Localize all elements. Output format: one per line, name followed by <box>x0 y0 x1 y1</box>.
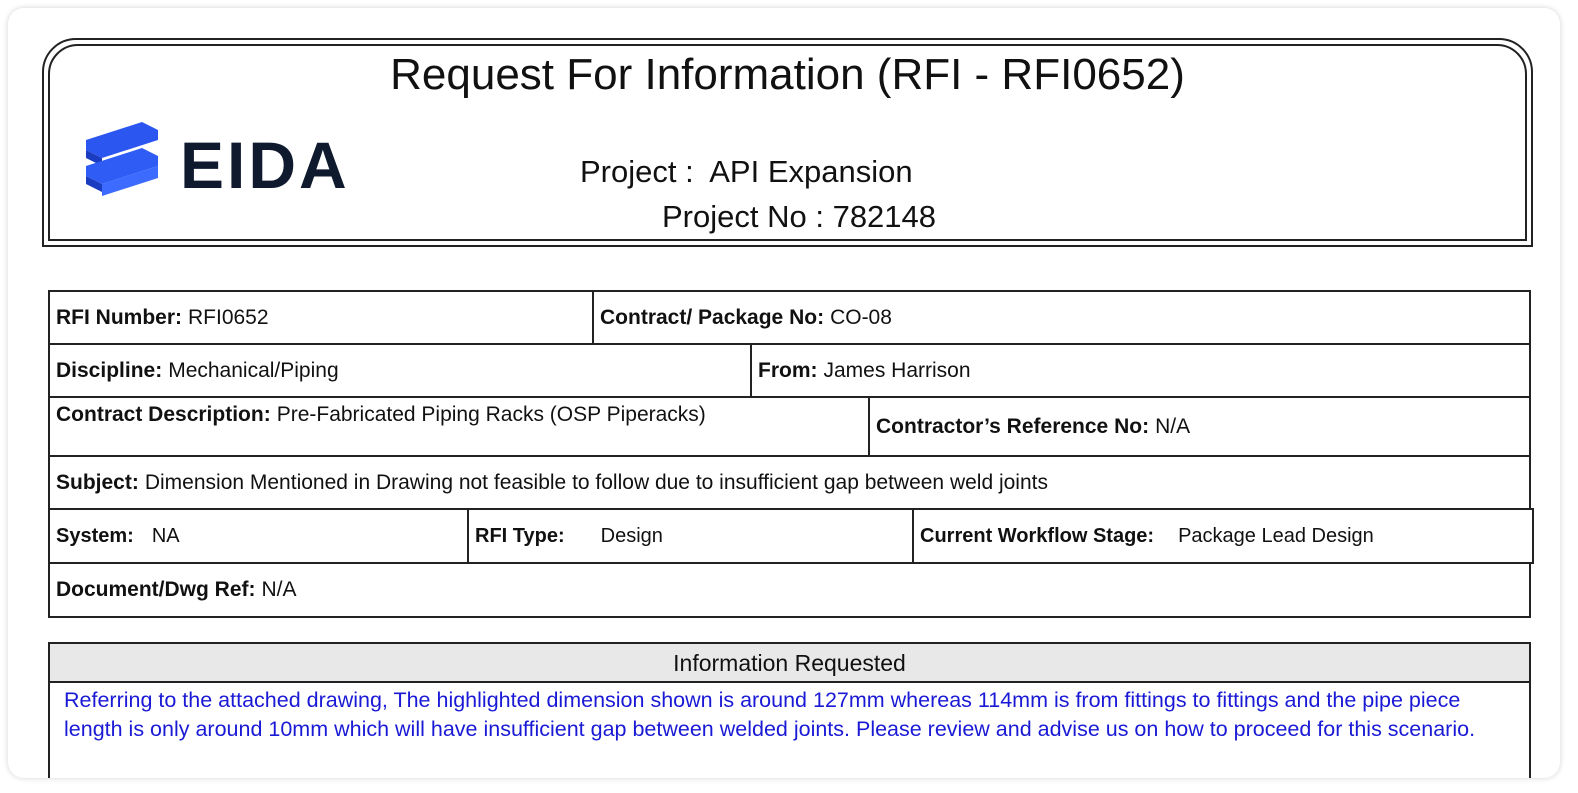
eida-logo <box>82 122 427 202</box>
project-no-line <box>662 199 936 235</box>
logo-text: EIDA <box>180 128 350 202</box>
discipline-label: Discipline: <box>56 358 163 382</box>
workflow-stage-value: Package Lead Design <box>1178 524 1374 547</box>
contract-package-label: Contract/ Package No: <box>600 305 825 329</box>
project-line <box>580 154 913 190</box>
system-cell <box>48 508 469 564</box>
header-inner-border <box>48 44 1527 241</box>
system-label: System: <box>56 524 134 547</box>
rfi-number-label: RFI Number: <box>56 305 182 329</box>
header-box <box>42 38 1533 247</box>
from-cell <box>750 343 1531 398</box>
eida-logo-icon <box>82 122 162 202</box>
from-value: James Harrison <box>823 358 971 382</box>
project-label: Project : <box>580 154 694 189</box>
rfi-number-cell <box>48 290 594 345</box>
from-label: From: <box>758 358 818 382</box>
rfi-type-value: Design <box>600 524 663 547</box>
contract-description-cell <box>48 396 870 457</box>
information-requested-section <box>48 642 1531 778</box>
document-page <box>8 8 1560 778</box>
project-no-value: 782148 <box>832 199 937 234</box>
document-ref-label: Document/Dwg Ref: <box>56 578 256 601</box>
page-title: Request For Information (RFI - RFI0652) <box>390 50 1185 99</box>
system-value: NA <box>151 524 180 547</box>
contractor-reference-cell <box>868 396 1531 457</box>
rfi-type-label: RFI Type: <box>475 524 565 547</box>
rfi-type-cell <box>467 508 914 564</box>
contractor-reference-value: N/A <box>1155 414 1191 438</box>
contractor-reference-label: Contractor’s Reference No: <box>876 414 1150 438</box>
rfi-number-value: RFI0652 <box>188 305 269 329</box>
subject-value: Dimension Mentioned in Drawing not feasible to follow due to insufficient gap between weld joints <box>144 470 1048 494</box>
information-requested-heading: Information Requested <box>50 644 1529 683</box>
document-ref-cell <box>48 562 1531 618</box>
contract-description-label: Contract Description: <box>56 403 271 426</box>
information-requested-text: Referring to the attached drawing, The highlighted dimension shown is around 127mm whereas 114mm is from fittings to fittings and the pipe piece length is only around 10mm which will have insufficient gap between welded joints. Please review and advise us on how to proceed for this scenario. <box>64 688 1476 741</box>
workflow-stage-cell <box>912 508 1534 564</box>
contract-description-value: Pre-Fabricated Piping Racks (OSP Piperacks) <box>276 403 706 426</box>
project-value: API Expansion <box>709 154 913 189</box>
subject-label: Subject: <box>56 470 139 494</box>
contract-package-value: CO-08 <box>830 305 892 329</box>
discipline-cell <box>48 343 752 398</box>
project-no-label: Project No : <box>662 199 824 234</box>
subject-cell <box>48 455 1531 510</box>
discipline-value: Mechanical/Piping <box>168 358 339 382</box>
workflow-stage-label: Current Workflow Stage: <box>920 524 1155 547</box>
document-ref-value: N/A <box>261 578 297 601</box>
contract-package-cell <box>592 290 1531 345</box>
